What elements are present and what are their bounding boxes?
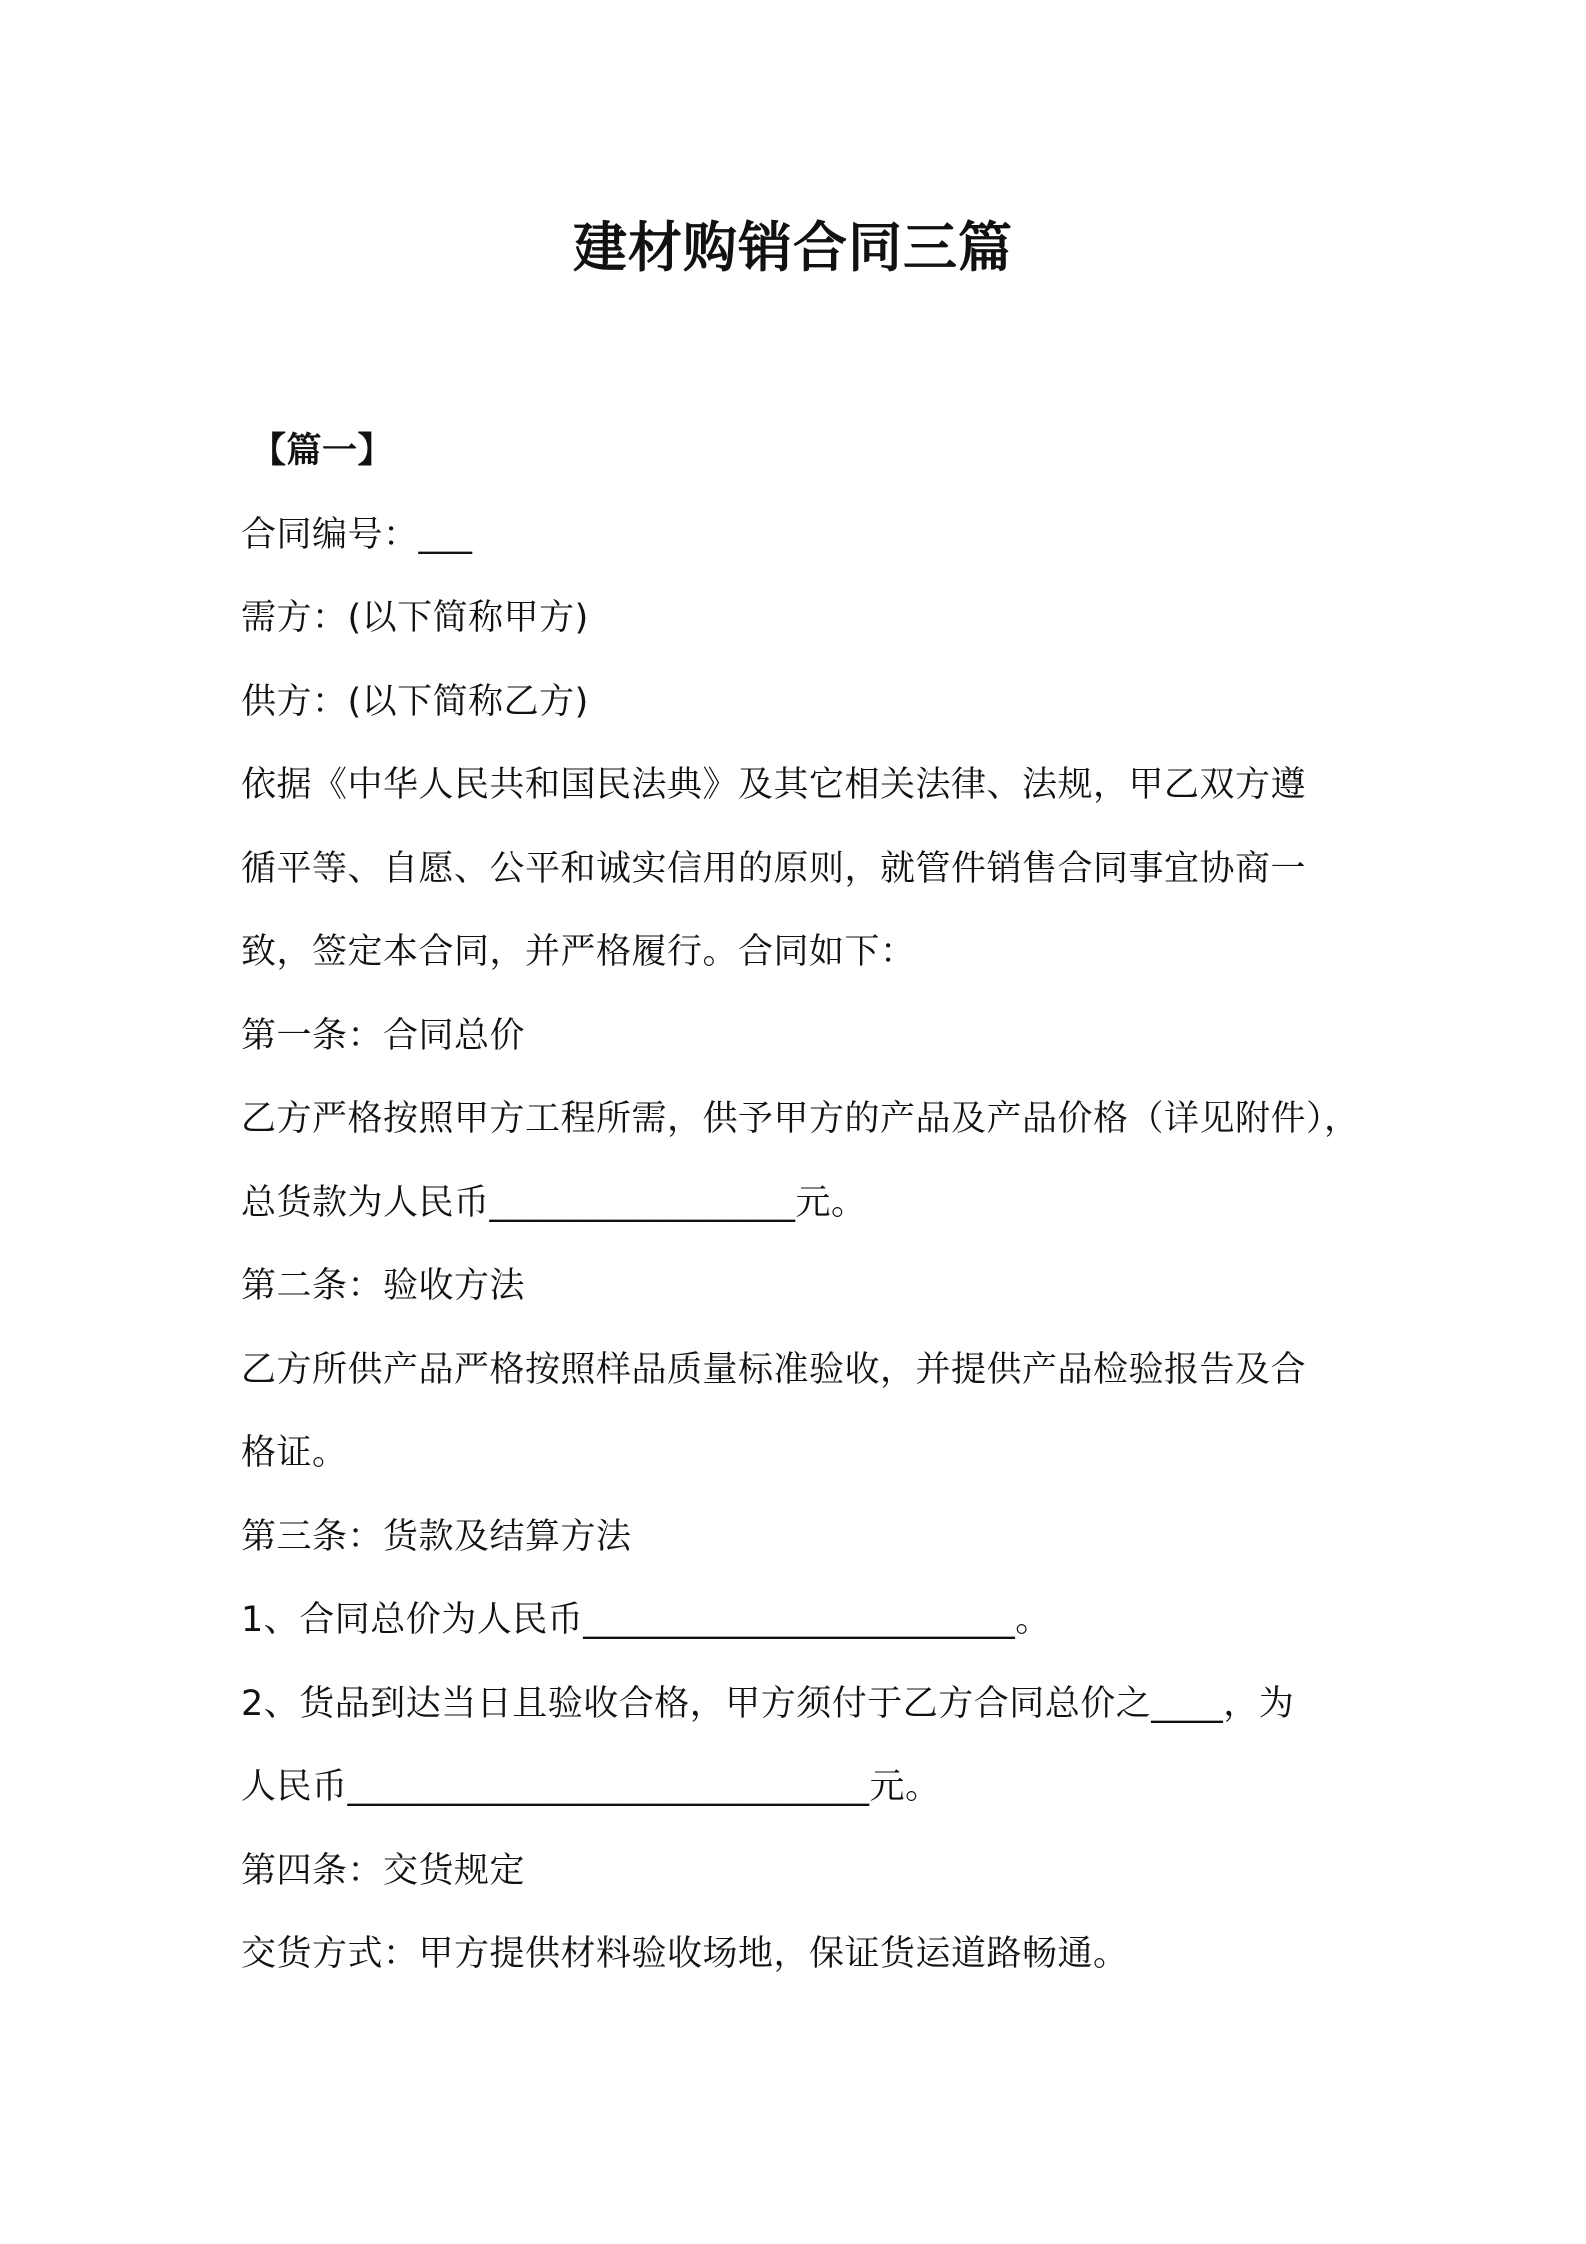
document-title: 建材购销合同三篇 [573,216,1013,279]
buyer-line: 需方：(以下简称甲方) [241,598,589,638]
paragraph-line: 乙方严格按照甲方工程所需，供予甲方的产品及产品价格（详见附件）， [241,1099,1360,1139]
supplier-line: 供方：(以下简称乙方) [241,681,589,722]
paragraph-line: 1、合同总价为人民币________________________。 [241,1600,1051,1640]
article-heading: 第一条：合同总价 [241,1015,526,1056]
paragraph-line: 致，签定本合同，并严格履行。合同如下： [241,932,916,972]
paragraph-line: 格证。 [241,1433,348,1473]
paragraph-line: 2、货品到达当日且验收合格，甲方须付于乙方合同总价之____，为 [241,1683,1295,1724]
article-heading: 第二条：验收方法 [241,1266,526,1306]
paragraph-line: 总货款为人民币_________________元。 [241,1182,867,1223]
article-heading: 第四条：交货规定 [241,1850,526,1891]
paragraph-line: 依据《中华人民共和国民法典》及其它相关法律、法规，甲乙双方遵 [241,765,1307,805]
article-heading: 第三条：货款及结算方法 [241,1516,632,1557]
contract-number-line: 合同编号：___ [241,514,473,555]
paragraph-line: 循平等、自愿、公平和诚实信用的原则，就管件销售合同事宜协商一 [241,848,1307,889]
paragraph-line: 人民币_____________________________元。 [241,1767,941,1807]
paragraph-line: 乙方所供产品严格按照样品质量标准验收，并提供产品检验报告及合 [241,1349,1307,1390]
paragraph-line: 交货方式：甲方提供材料验收场地，保证货运道路畅通。 [241,1934,1129,1974]
section-heading: 【篇一】 [251,431,394,471]
document-body [241,410,1386,1997]
